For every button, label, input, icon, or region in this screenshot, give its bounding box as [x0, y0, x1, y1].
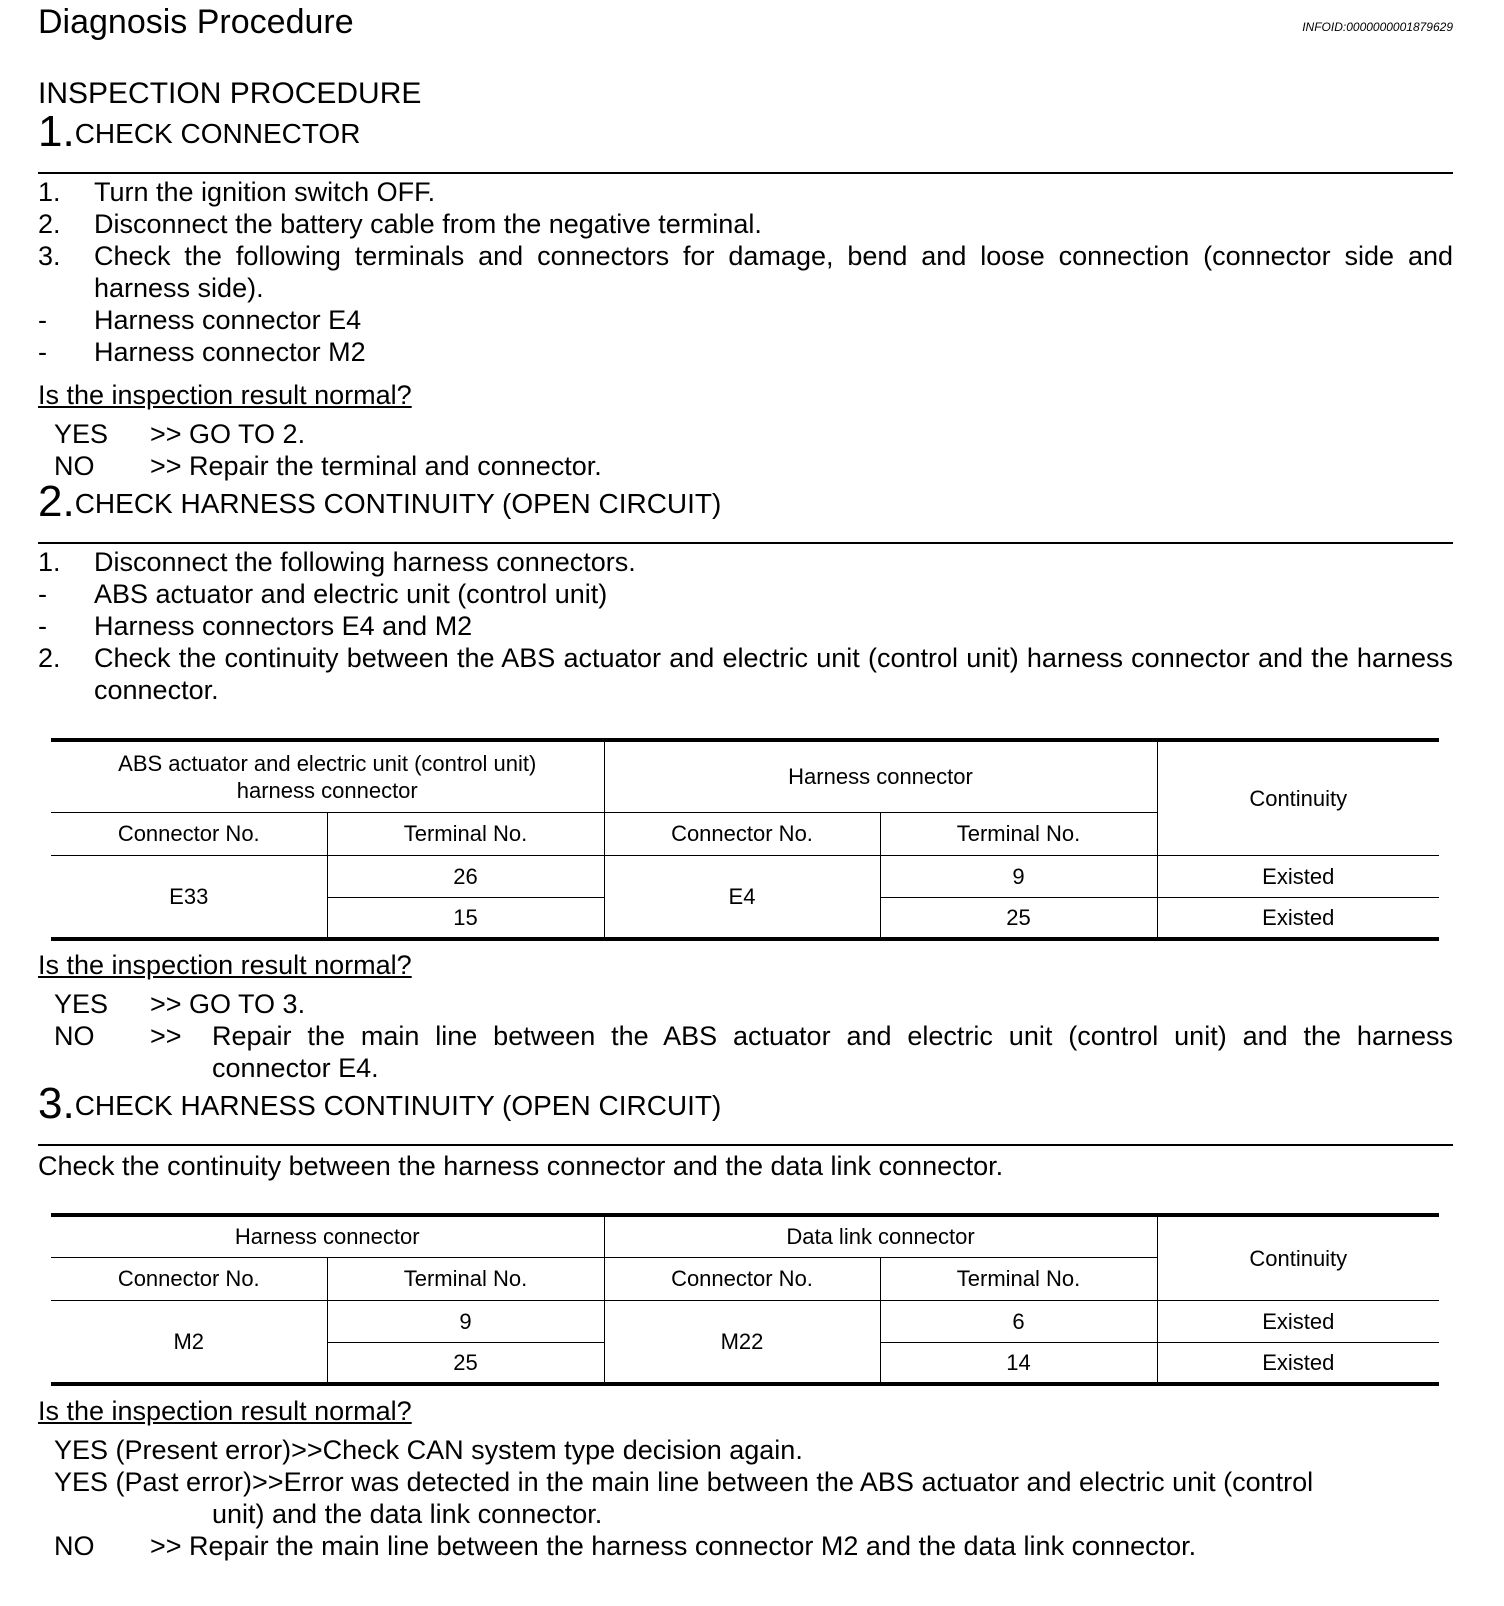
step-1-rule [38, 172, 1453, 174]
table-group-header: ABS actuator and electric unit (control unit) harness connector [51, 740, 604, 812]
step-1-heading [38, 107, 361, 156]
table-cell: Existed [1157, 1342, 1439, 1384]
table-header: Connector No. [604, 1257, 880, 1300]
answer-no: NO >> Repair the main line between the ABS actuator and electric unit (control unit) and the harness connector E4. [54, 1021, 1453, 1083]
table-cell: 25 [880, 897, 1157, 939]
table-group-header: Data link connector [604, 1215, 1157, 1257]
table-group-header: Harness connector [51, 1215, 604, 1257]
step-3-rule [38, 1144, 1453, 1146]
page-title: Diagnosis Procedure [38, 3, 354, 41]
step-2-answers [54, 988, 1453, 1084]
list-item: - Harness connector M2 [38, 337, 366, 367]
table-cell: E33 [51, 855, 327, 939]
document-page [38, 0, 1453, 1606]
table-cell: 25 [327, 1342, 604, 1384]
table-header: Terminal No. [880, 1257, 1157, 1300]
list-item: 2. Check the continuity between the ABS actuator and electric unit (control unit) harness connector and the harness connector. [38, 643, 1453, 705]
table-header: Terminal No. [880, 812, 1157, 855]
table-cell: E4 [604, 855, 880, 939]
table-cell: Existed [1157, 1300, 1439, 1342]
table-row [51, 1300, 1439, 1342]
list-item: - Harness connectors E4 and M2 [38, 611, 473, 641]
step-2-rule [38, 542, 1453, 544]
step-1-question: Is the inspection result normal? [38, 380, 412, 410]
table-cell: 15 [327, 897, 604, 939]
list-item: 1. Turn the ignition switch OFF. [38, 177, 436, 207]
table-row [51, 855, 1439, 897]
answer-no: NO >> Repair the terminal and connector. [54, 451, 602, 481]
step-1-answers [54, 418, 1453, 482]
step-1-title: CHECK CONNECTOR [74, 118, 361, 149]
table-header: Connector No. [604, 812, 880, 855]
list-item: - Harness connector E4 [38, 305, 362, 335]
step-3-number: 3. [38, 1079, 75, 1128]
answer-yes: YES >> GO TO 2. [54, 419, 306, 449]
step-2-heading [38, 477, 722, 526]
step-3-answers [54, 1434, 1453, 1562]
table-header-continuity: Continuity [1157, 740, 1439, 855]
list-item: 2. Disconnect the battery cable from the negative terminal. [38, 209, 762, 239]
step-2-title: CHECK HARNESS CONTINUITY (OPEN CIRCUIT) [74, 488, 722, 519]
table-cell: 14 [880, 1342, 1157, 1384]
list-item: - ABS actuator and electric unit (control unit) [38, 579, 608, 609]
step-2-question: Is the inspection result normal? [38, 950, 412, 980]
answer-yes-past-continued: unit) and the data link connector. [212, 1499, 603, 1529]
table-header-continuity: Continuity [1157, 1215, 1439, 1300]
table-cell: Existed [1157, 855, 1439, 897]
table-cell: 9 [327, 1300, 604, 1342]
step-3-heading [38, 1079, 722, 1128]
continuity-table-2 [51, 1213, 1439, 1386]
table-group-header: Harness connector [604, 740, 1157, 812]
step-1-number: 1. [38, 107, 75, 156]
table-header: Terminal No. [327, 812, 604, 855]
table-cell: 9 [880, 855, 1157, 897]
answer-no: NO >> Repair the main line between the harness connector M2 and the data link connector. [54, 1531, 1197, 1561]
table-cell: M22 [604, 1300, 880, 1384]
step-3-instruction: Check the continuity between the harness connector and the data link connector. [38, 1151, 1004, 1181]
table-header: Connector No. [51, 1257, 327, 1300]
table-header: Connector No. [51, 812, 327, 855]
step-2-number: 2. [38, 477, 75, 526]
list-item: 3. Check the following terminals and connectors for damage, bend and loose connection (connector side and harness side). [38, 241, 1453, 303]
table-cell: 26 [327, 855, 604, 897]
step-3-question: Is the inspection result normal? [38, 1396, 412, 1426]
table-cell: M2 [51, 1300, 327, 1384]
step-3-title: CHECK HARNESS CONTINUITY (OPEN CIRCUIT) [74, 1090, 722, 1121]
table-cell: 6 [880, 1300, 1157, 1342]
continuity-table-1 [51, 738, 1439, 941]
list-item: 1. Disconnect the following harness connectors. [38, 547, 636, 577]
table-header: Terminal No. [327, 1257, 604, 1300]
step-2-list [38, 546, 1453, 706]
info-id: INFOID:0000000001879629 [1302, 20, 1453, 34]
answer-yes: YES >> GO TO 3. [54, 989, 306, 1019]
step-1-list [38, 176, 1453, 368]
procedure-heading: INSPECTION PROCEDURE [38, 77, 422, 110]
table-cell: Existed [1157, 897, 1439, 939]
answer-yes-present: YES (Present error)>>Check CAN system type decision again. [54, 1435, 803, 1465]
answer-yes-past: YES (Past error)>>Error was detected in the main line between the ABS actuator and electric unit (control [54, 1467, 1314, 1497]
